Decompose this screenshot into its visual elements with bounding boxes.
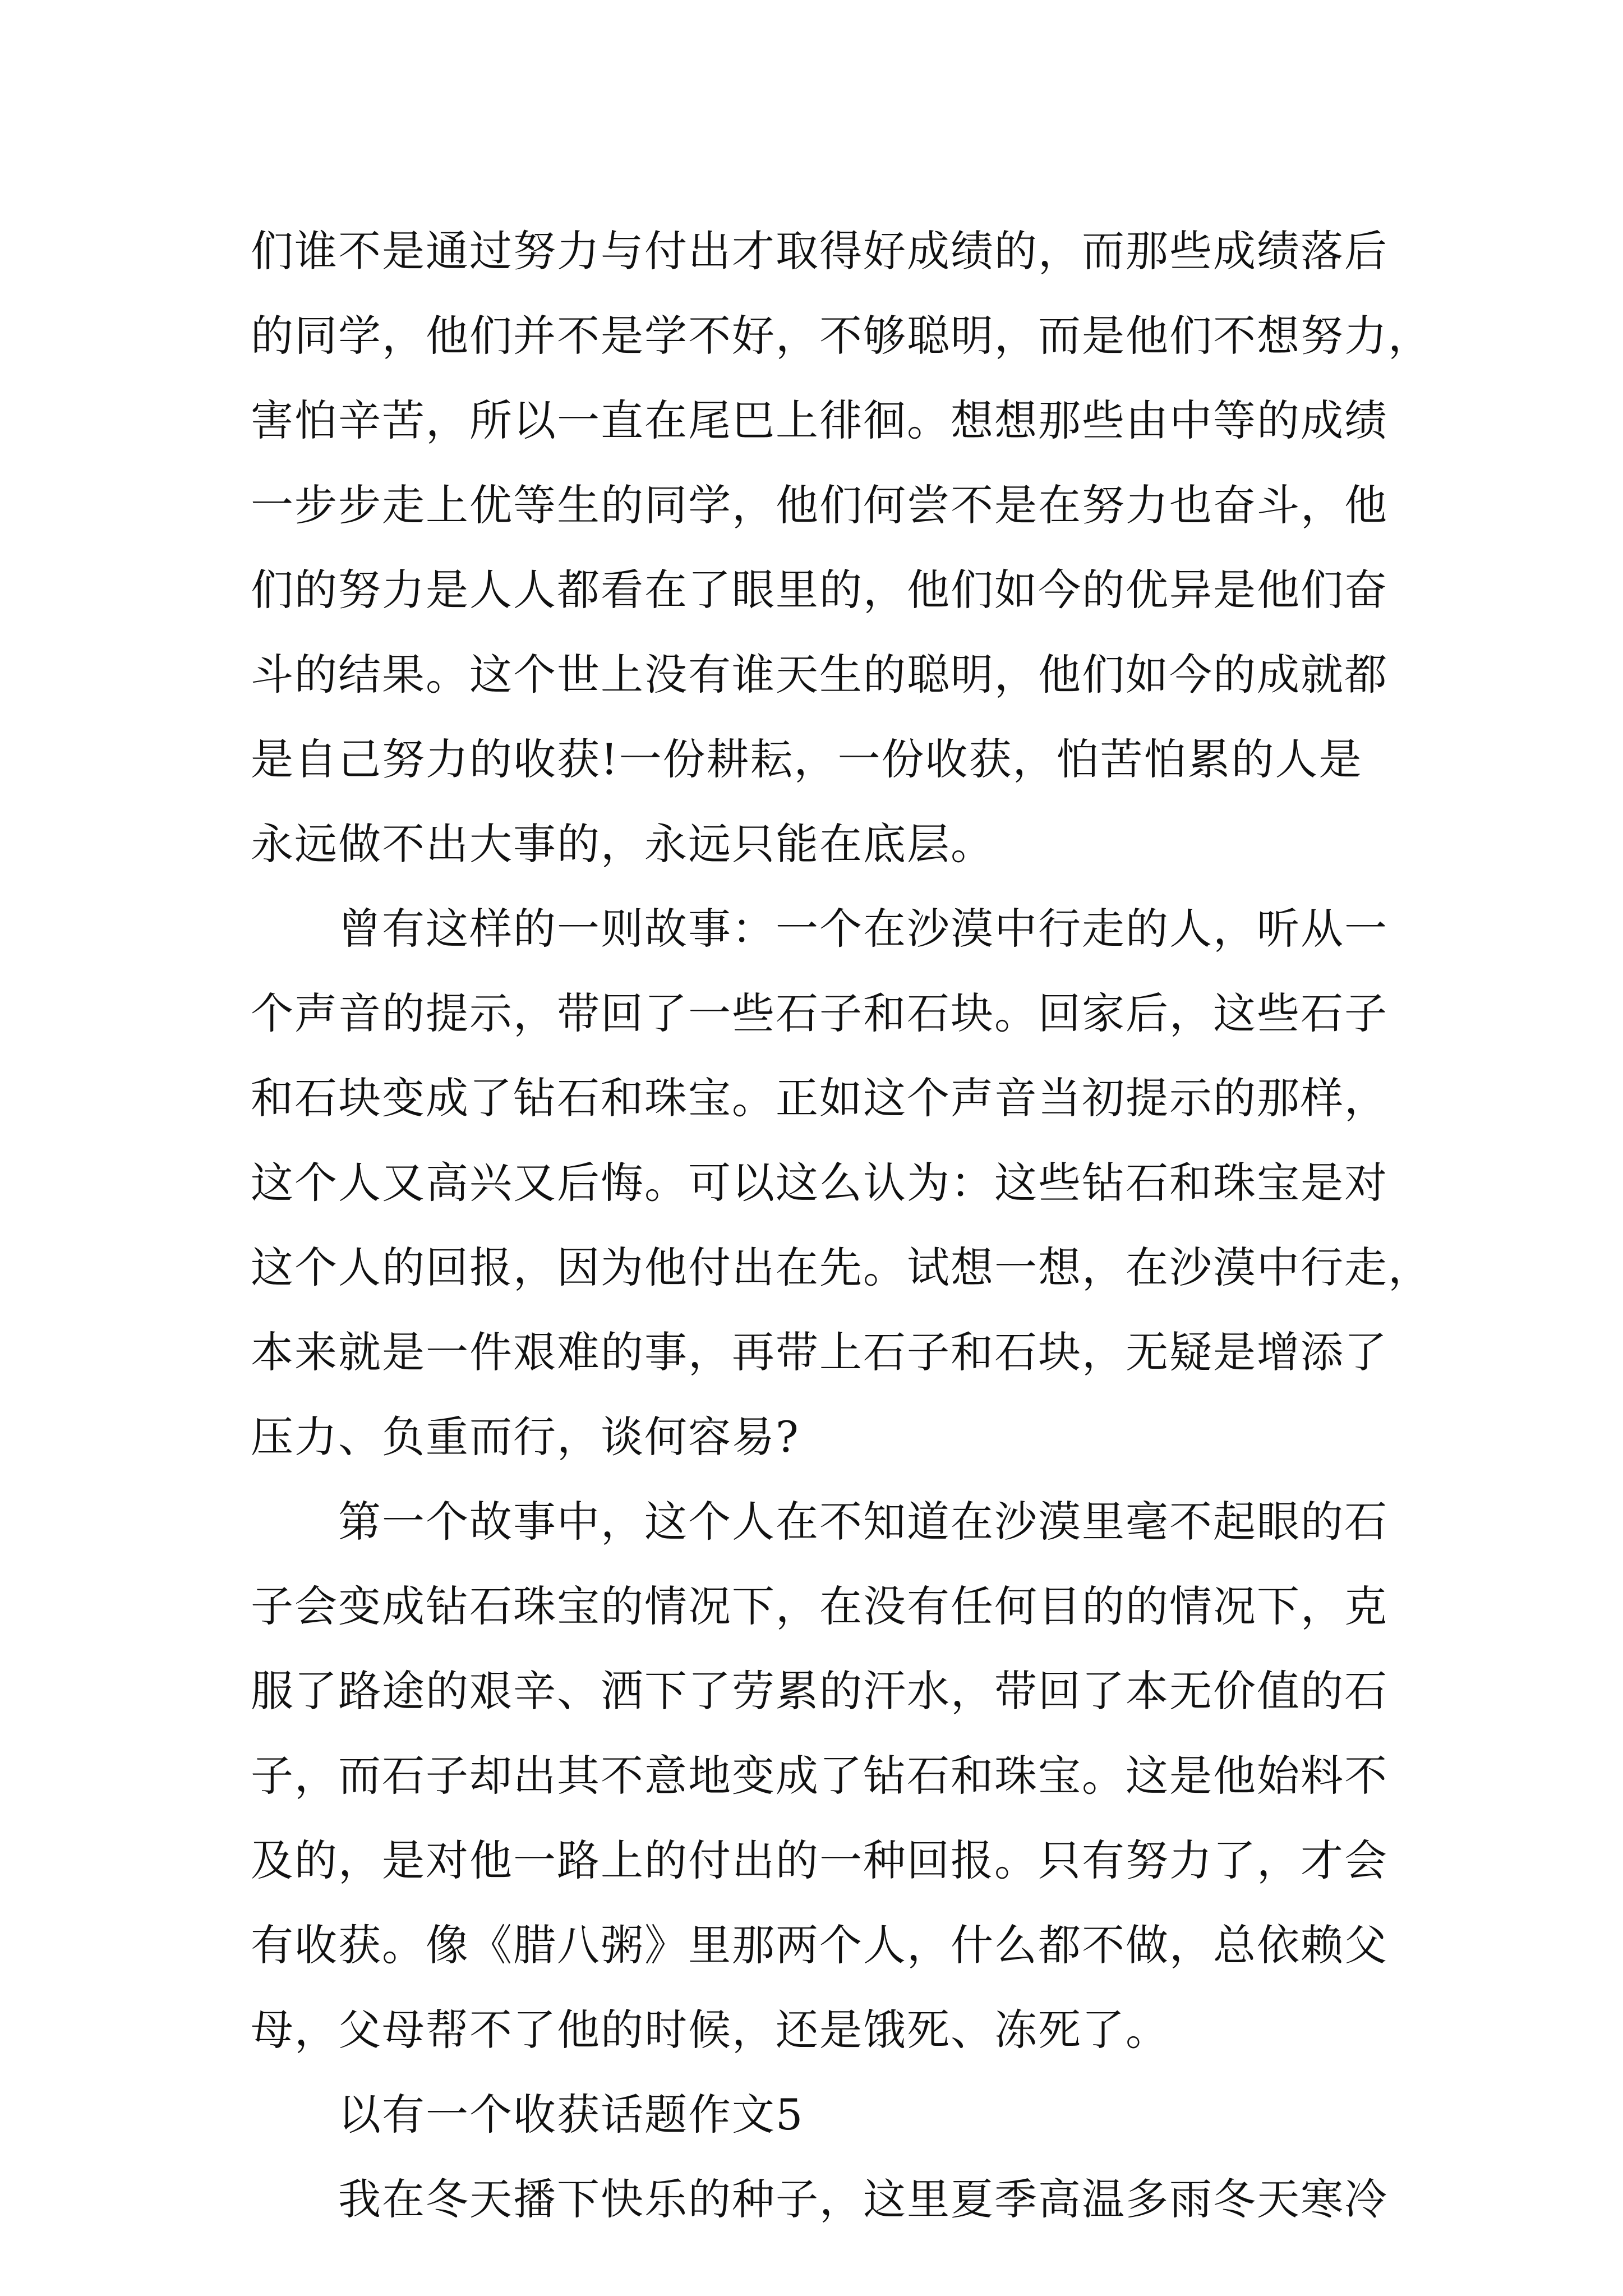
text-line: 永远做不出大事的，永远只能在底层。 [251, 819, 994, 869]
text-line: 的同学，他们并不是学不好，不够聪明，而是他们不想努力， [251, 311, 1432, 361]
text-line: 这个人又高兴又后悔。可以这么认为：这些钻石和珠宝是对 [251, 1158, 1388, 1208]
paragraph [251, 886, 1484, 1479]
text-line: 我在冬天播下快乐的种子，这里夏季高温多雨冬天寒冷 [338, 2174, 1388, 2224]
text-line: 斗的结果。这个世上没有谁天生的聪明，他们如今的成就都 [251, 650, 1388, 700]
text-line: 和石块变成了钻石和珠宝。正如这个声音当初提示的那样， [251, 1073, 1388, 1123]
text-line: 是自己努力的收获!一份耕耘，一份收获，怕苦怕累的人是 [251, 734, 1363, 784]
text-line: 有收获。像《腊八粥》里那两个人，什么都不做，总依赖父 [251, 1920, 1388, 1970]
section-title-text: 以有一个收获话题作文5 [338, 2090, 804, 2139]
text-line: 第一个故事中，这个人在不知道在沙漠里毫不起眼的石 [338, 1497, 1388, 1547]
text-line: 们的努力是人人都看在了眼里的，他们如今的优异是他们奋 [251, 565, 1388, 615]
paragraph [251, 209, 1484, 886]
text-line: 压力、负重而行，谈何容易? [251, 1412, 800, 1462]
section-title [251, 2072, 1484, 2157]
paragraph [251, 2157, 1484, 2242]
text-line: 个声音的提示，带回了一些石子和石块。回家后，这些石子 [251, 988, 1388, 1038]
text-line: 曾有这样的一则故事：一个在沙漠中行走的人，听从一 [338, 904, 1388, 954]
text-line: 服了路途的艰辛、洒下了劳累的汗水，带回了本无价值的石 [251, 1666, 1388, 1716]
text-line: 这个人的回报，因为他付出在先。试想一想，在沙漠中行走， [251, 1243, 1432, 1292]
text-line: 本来就是一件艰难的事，再带上石子和石块，无疑是增添了 [251, 1327, 1388, 1377]
text-line: 一步步走上优等生的同学，他们何尝不是在努力也奋斗，他 [251, 480, 1388, 530]
text-line: 母，父母帮不了他的时候，还是饿死、冻死了。 [251, 2005, 1169, 2055]
text-line: 害怕辛苦，所以一直在尾巴上徘徊。想想那些由中等的成绩 [251, 395, 1388, 445]
text-line: 及的，是对他一路上的付出的一种回报。只有努力了，才会 [251, 1835, 1388, 1885]
paragraph [251, 1479, 1484, 2072]
text-line: 们谁不是通过努力与付出才取得好成绩的，而那些成绩落后 [251, 226, 1388, 276]
text-line: 子会变成钻石珠宝的情况下，在没有任何目的的情况下，克 [251, 1581, 1388, 1631]
document-body [251, 209, 1484, 2242]
text-line: 子，而石子却出其不意地变成了钻石和珠宝。这是他始料不 [251, 1751, 1388, 1801]
